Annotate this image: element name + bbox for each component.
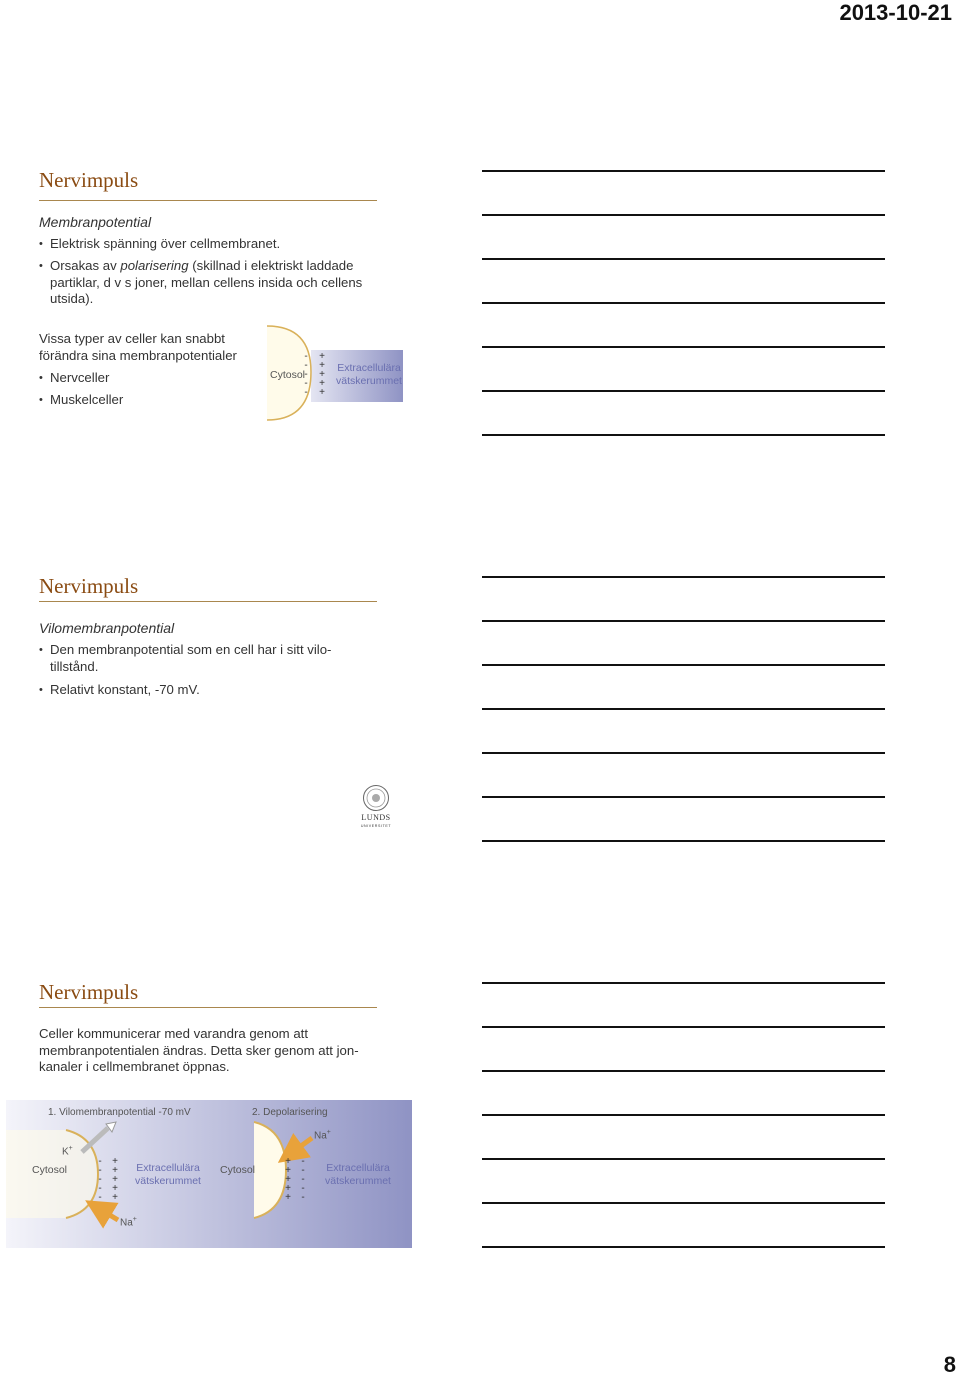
bullet-item: • Relativt konstant, -70 mV. (39, 682, 200, 699)
slide-title: Nervimpuls (39, 980, 139, 1004)
bullet-item: • Den membranpotential som en cell har i sitt vilo-tillstånd. (39, 642, 350, 675)
cytosol-label: Cytosol (270, 369, 306, 381)
positive-charges: + + + + + (285, 1156, 291, 1203)
university-logo (356, 784, 396, 830)
slide-subheading: Membranpotential (39, 214, 152, 230)
slide-title: Nervimpuls (39, 168, 139, 192)
slide-1 (12, 128, 412, 438)
negative-charges: - - - - - (304, 351, 308, 398)
ion-label-k: K+ (62, 1145, 73, 1158)
svg-text:UNIVERSITET: UNIVERSITET (360, 824, 392, 828)
bullet-item: • Orsakas av polarisering (skillnad i elektriskt laddade partiklar, d v s joner, mellan cellens insida och cellens utsida). (39, 258, 380, 308)
title-rule (39, 601, 377, 602)
cytosol-label: Cytosol (32, 1164, 68, 1176)
positive-charges: + + + + + (112, 1156, 118, 1203)
slide-title: Nervimpuls (39, 574, 139, 598)
svg-text:LUNDS: LUNDS (361, 813, 391, 822)
slide-3 (12, 940, 412, 1250)
page-number: 8 (943, 1352, 956, 1377)
body-text: Celler kommunicerar med varandra genom att membranpotentialen ändras. Detta sker genom att jon-kanaler i cellmembranet öppnas. (39, 1026, 359, 1074)
positive-charges: + + + + + (319, 351, 325, 398)
ion-label-na: Na+ (314, 1129, 331, 1142)
negative-charges: - - - - - (301, 1156, 305, 1203)
bullet-item: • Nervceller (39, 370, 109, 387)
slide-2 (12, 534, 412, 844)
header-date: 2013-10-21 (839, 0, 952, 25)
bullet-item: • Elektrisk spänning över cellmembranet. (39, 236, 280, 253)
title-rule (39, 1007, 377, 1008)
panel2-title: 2. Depolarisering (252, 1107, 328, 1118)
extracellular-label: Extracellulära vätskerummet (325, 1162, 391, 1187)
extracellular-label: Extracellulära vätskerummet (135, 1162, 201, 1187)
body-text: Vissa typer av celler kan snabbt förändra sina membranpotentialer (39, 331, 237, 363)
title-rule (39, 200, 377, 201)
bullet-item: • Muskelceller (39, 392, 123, 409)
negative-charges: - - - - - (98, 1156, 102, 1203)
ion-label-na: Na+ (120, 1216, 137, 1229)
panel1-title: 1. Vilomembranpotential -70 mV (48, 1107, 191, 1118)
extracellular-label: Extracellulära vätskerummet (336, 362, 402, 387)
cytosol-label: Cytosol (220, 1164, 256, 1176)
slide-subheading: Vilomembranpotential (39, 620, 175, 636)
